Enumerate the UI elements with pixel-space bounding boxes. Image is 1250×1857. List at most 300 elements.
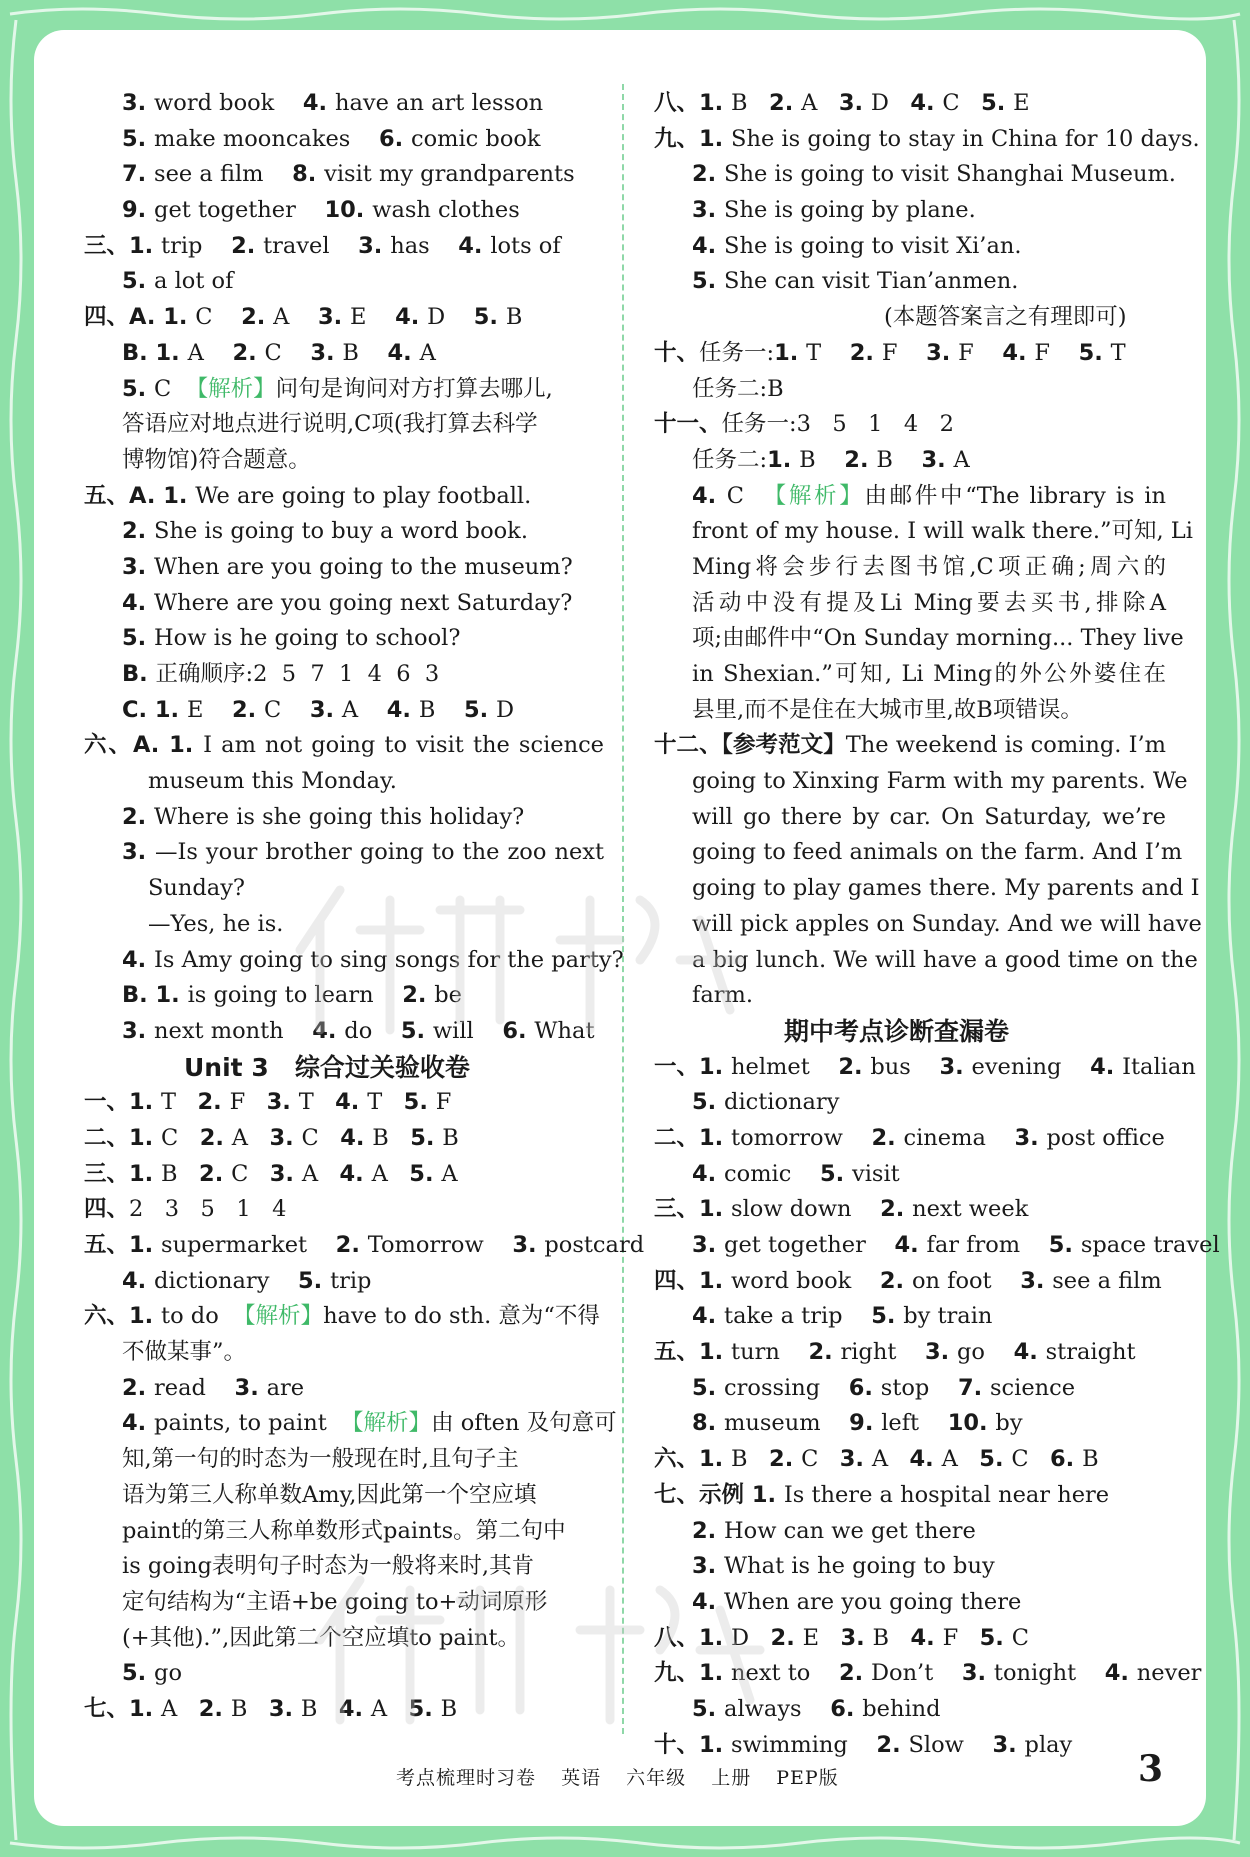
answer-text: visit	[851, 1160, 900, 1187]
answer-line	[654, 336, 1174, 372]
answer-text: Tomorrow	[367, 1232, 513, 1258]
answer-text: A	[341, 696, 387, 723]
question-number: 3.	[122, 553, 155, 580]
question-number: 2.	[692, 161, 725, 188]
question-number: 2.	[871, 1124, 904, 1151]
answer-text: B	[230, 1695, 269, 1722]
column-divider	[622, 84, 624, 1734]
answer-line	[654, 1692, 1174, 1728]
answer-text: D	[427, 304, 474, 331]
question-number: 4.	[335, 1089, 368, 1116]
answer-text: F	[435, 1089, 452, 1116]
answer-text: 任务二:B	[692, 375, 784, 402]
answer-text: B	[876, 446, 922, 473]
question-number: 一、1.	[654, 1053, 732, 1080]
question-number: 十、	[654, 339, 700, 366]
answer-line	[654, 693, 1174, 729]
answer-text: 由 often 及句意可	[431, 1410, 617, 1437]
answer-line	[84, 764, 604, 800]
question-number: 2.	[198, 1695, 231, 1722]
answer-line	[654, 943, 1198, 979]
answer-text: B	[372, 1124, 411, 1151]
question-number: 2.	[879, 1267, 912, 1294]
answer-text: E	[1013, 90, 1030, 116]
question-number: 3.	[310, 339, 343, 366]
answer-line	[84, 907, 604, 943]
question-number: 五、A. 1.	[84, 482, 196, 509]
answer-text: a big lunch. We will have a good time on the	[692, 946, 1198, 973]
answer-text: F	[1034, 339, 1079, 366]
question-number: 十、1.	[654, 1731, 732, 1758]
answer-line	[84, 978, 604, 1014]
answer-line	[84, 443, 604, 479]
footer-grade: 六年级	[626, 1767, 687, 1789]
question-number: 2.	[880, 1196, 913, 1223]
question-number: 4.	[692, 1160, 725, 1187]
question-number: 5.	[692, 1089, 725, 1116]
answer-text: C	[301, 1124, 341, 1151]
answer-text: D	[731, 1624, 771, 1651]
answer-text: F	[881, 339, 927, 366]
question-number: 九、1.	[654, 125, 732, 152]
question-number: 5.	[871, 1303, 904, 1330]
question-number: 4.	[692, 1303, 725, 1330]
question-number: 7.	[122, 161, 155, 188]
question-number: 3.	[122, 1017, 155, 1044]
answer-text: next week	[912, 1196, 1029, 1223]
answer-text: B	[442, 1124, 459, 1151]
question-number: 5.	[409, 1160, 442, 1187]
answer-text: C	[801, 1446, 840, 1473]
answer-line	[654, 372, 1174, 408]
answer-line	[84, 1121, 604, 1157]
answer-text: We are going to play football.	[195, 482, 532, 509]
question-number: 九、1.	[654, 1660, 732, 1687]
answer-text: E	[350, 304, 396, 331]
question-number: 2.	[199, 1160, 232, 1187]
footer-volume: 上册	[711, 1767, 752, 1789]
answer-text: F	[958, 339, 1003, 366]
left-column	[84, 86, 645, 1728]
analysis-tag: 【解析】	[763, 482, 865, 509]
answer-line	[84, 193, 604, 229]
answer-text: tomorrow	[731, 1124, 872, 1151]
answer-line	[654, 1335, 1174, 1371]
answer-text: Is Amy going to sing songs for the party?	[154, 946, 624, 973]
question-number: 2.	[231, 232, 264, 259]
analysis-tag: 【解析】	[341, 1410, 432, 1437]
question-number: 六、A. 1.	[84, 732, 204, 759]
answer-line	[84, 1264, 604, 1300]
answer-text: D	[870, 90, 911, 116]
question-number: 2.	[838, 1660, 871, 1687]
question-number: 3.	[692, 1232, 725, 1258]
answer-text: travel	[263, 232, 359, 259]
answer-line	[84, 300, 604, 336]
question-number: 2.	[838, 1053, 871, 1080]
question-number: 七、1.	[84, 1695, 162, 1722]
answer-text: She can visit Tian’anmen.	[724, 268, 1019, 295]
question-number: 4.	[387, 339, 420, 366]
answer-text: E	[802, 1624, 841, 1651]
answer-text: Don’t	[870, 1660, 962, 1687]
answer-line	[84, 229, 604, 265]
question-number: 5.	[410, 1124, 443, 1151]
question-number: 4.	[1104, 1660, 1137, 1687]
answer-line	[84, 1442, 604, 1478]
answer-line	[654, 978, 1174, 1014]
question-number: 4.	[339, 1160, 372, 1187]
question-number: 2.	[199, 1124, 232, 1151]
right-column	[654, 86, 1220, 1763]
answer-line	[654, 1264, 1174, 1300]
answer-text: 任务二:	[692, 446, 768, 473]
question-number: 7.	[957, 1374, 990, 1401]
analysis-tag: 【解析】	[185, 375, 276, 402]
answer-text: B	[872, 1624, 911, 1651]
answer-line	[654, 1621, 1174, 1657]
answer-line	[84, 871, 604, 907]
answer-line	[654, 122, 1200, 158]
answer-line	[84, 1406, 617, 1442]
question-number: 六、1.	[84, 1303, 162, 1330]
answer-text: word book	[154, 90, 303, 116]
question-number: 5.	[692, 1695, 725, 1722]
answer-text: How is he going to school?	[154, 625, 461, 652]
question-number: 5.	[692, 1374, 725, 1401]
answer-line	[654, 1406, 1174, 1442]
question-number: 6.	[830, 1695, 863, 1722]
answer-line	[654, 728, 1174, 764]
question-number: 5.	[819, 1160, 852, 1187]
question-number: 5.	[400, 1017, 433, 1044]
question-number: 3.	[309, 696, 342, 723]
answer-text: museum this Monday.	[148, 768, 397, 795]
answer-line	[84, 1621, 604, 1657]
answer-text: What	[534, 1017, 595, 1044]
answer-text: stop	[880, 1374, 958, 1401]
answer-line	[654, 1299, 1174, 1335]
question-number: 4.	[692, 232, 725, 259]
question-number: 5.	[408, 1695, 441, 1722]
question-number: 3.	[122, 839, 155, 866]
answer-text: A	[441, 1160, 458, 1187]
question-number: 六、1.	[654, 1446, 732, 1473]
answer-text: 定句结构为“主语+be going to+动词原形	[122, 1588, 548, 1615]
question-number: 2.	[844, 446, 877, 473]
answer-text: cinema	[903, 1124, 1015, 1151]
question-number: 3.	[269, 1124, 302, 1151]
answer-line	[84, 800, 604, 836]
answer-line	[84, 550, 604, 586]
question-number: 3.	[122, 90, 155, 116]
answer-text: wash clothes	[372, 197, 520, 224]
answer-text: Italian	[1122, 1053, 1196, 1080]
answer-line	[84, 728, 604, 764]
answer-text: front of my house. I will walk there.”可知, Li	[692, 518, 1193, 545]
question-number: 四、	[84, 1196, 130, 1223]
answer-text: F	[942, 1624, 980, 1651]
answer-text: What is he going to buy	[724, 1553, 995, 1580]
answer-line	[654, 514, 1193, 550]
question-number: 2.	[849, 339, 882, 366]
question-number: 4.	[122, 1410, 155, 1437]
question-number: 八、1.	[654, 90, 732, 116]
answer-line	[84, 86, 604, 122]
answer-text: B	[418, 696, 464, 723]
answer-text: museum	[724, 1410, 850, 1437]
answer-line	[654, 550, 1174, 586]
question-number: 三、1.	[84, 1160, 162, 1187]
question-number: 3.	[992, 1731, 1025, 1758]
question-number: 4.	[692, 1588, 725, 1615]
answer-line	[654, 1656, 1202, 1692]
answer-text: A	[273, 304, 318, 331]
answer-line	[84, 943, 624, 979]
question-number: 4.	[1013, 1339, 1046, 1366]
answer-line	[84, 514, 604, 550]
question-number: 二、1.	[654, 1124, 732, 1151]
answer-text: a lot of	[154, 268, 234, 295]
answer-text: going to play games there. My parents and I	[692, 875, 1200, 902]
answer-text: —Is your brother going to the zoo next	[154, 839, 604, 866]
answer-line	[84, 157, 604, 193]
answer-text: Sunday?	[148, 875, 245, 902]
question-number: 3.	[692, 197, 725, 224]
question-number: 2.	[122, 518, 155, 545]
answer-text: get together	[724, 1232, 895, 1258]
answer-line	[84, 1656, 604, 1692]
answer-line	[654, 1549, 1174, 1585]
answer-text: Where is she going this holiday?	[154, 803, 525, 830]
answer-text: paint的第三人称单数形式paints。第二句中	[122, 1517, 566, 1544]
answer-text: E	[186, 696, 232, 723]
answer-line	[654, 193, 1174, 229]
answer-text: will	[432, 1017, 503, 1044]
question-number: 4.	[122, 589, 155, 616]
question-number: 6.	[378, 125, 411, 152]
answer-text: (+其他).”,因此第二个空应填to paint。	[122, 1624, 521, 1651]
answer-text: will pick apples on Sunday. And we will have	[692, 910, 1202, 937]
question-number: 4.	[909, 1446, 942, 1473]
question-number: 二、1.	[84, 1124, 162, 1151]
answer-line	[654, 264, 1174, 300]
answer-line	[654, 157, 1174, 193]
answer-text: A	[161, 1695, 199, 1722]
question-number: 5.	[1048, 1232, 1081, 1258]
analysis-tag: 【解析】	[233, 1303, 324, 1330]
question-number: 2.	[335, 1232, 368, 1258]
answer-text: 博物馆)符合题意。	[122, 446, 311, 473]
question-number: 三、1.	[84, 232, 162, 259]
answer-text: read	[154, 1374, 235, 1401]
answer-text: B	[300, 1695, 339, 1722]
answer-line	[84, 1050, 604, 1086]
question-number: 3.	[939, 1053, 972, 1080]
answer-text: visit my grandparents	[324, 161, 575, 188]
question-number: 4.	[340, 1124, 373, 1151]
question-number: 2.	[232, 339, 265, 366]
answer-text: in Shexian.”可知, Li Ming的外公外婆住在	[692, 661, 1166, 687]
answer-text: next month	[154, 1017, 313, 1044]
question-number: 2.	[769, 90, 802, 116]
answer-line	[654, 871, 1200, 907]
question-number: 4.	[386, 696, 419, 723]
answer-text: A	[187, 339, 233, 366]
answer-text: word book	[731, 1267, 880, 1294]
answer-text: C	[1011, 1446, 1051, 1473]
answer-line	[84, 1014, 604, 1050]
answer-text: have to do sth. 意为“不得	[323, 1303, 600, 1330]
answer-line	[654, 764, 1188, 800]
question-number: 3.	[1020, 1267, 1053, 1294]
answer-text: T	[161, 1089, 198, 1116]
question-number: 2.	[770, 1624, 803, 1651]
question-number: 4.	[122, 1267, 155, 1294]
answer-line	[84, 407, 604, 443]
answer-line	[84, 621, 604, 657]
answer-text: going to Xinxing Farm with my parents. We	[692, 768, 1188, 795]
question-number: 四、A. 1.	[84, 304, 196, 331]
question-number: 5.	[122, 625, 155, 652]
answer-text: T	[806, 339, 850, 366]
question-number: 4.	[894, 1232, 927, 1258]
answer-text: play	[1024, 1731, 1073, 1758]
answer-text: B	[505, 304, 523, 331]
question-number: 5.	[981, 90, 1014, 116]
answer-text: behind	[862, 1695, 941, 1722]
answer-line	[654, 1157, 1174, 1193]
question-number: 3.	[317, 304, 351, 331]
answer-text: C	[1011, 1624, 1029, 1651]
answer-line	[84, 835, 604, 871]
question-number: 10.	[324, 197, 373, 224]
answer-text: to do	[161, 1303, 234, 1330]
answer-text: dictionary	[154, 1267, 299, 1294]
question-number: 3.	[512, 1232, 545, 1258]
question-number: 5.	[122, 268, 155, 295]
page-number: 3	[1138, 1748, 1164, 1790]
question-number: 2.	[808, 1339, 841, 1366]
question-number: 5.	[463, 696, 497, 723]
answer-line	[84, 1299, 604, 1335]
answer-text: C	[161, 1124, 200, 1151]
answer-line	[654, 1478, 1174, 1514]
answer-text: B	[731, 1446, 770, 1473]
answer-text: trip	[330, 1267, 372, 1294]
answer-text: postcard	[544, 1232, 645, 1258]
question-number: 2.	[122, 1374, 155, 1401]
answer-text: B	[731, 90, 770, 116]
answer-text: B	[799, 446, 845, 473]
answer-text: B	[342, 339, 388, 366]
answer-line	[654, 86, 1174, 122]
question-number: 3.	[961, 1660, 994, 1687]
question-number: 6.	[1050, 1446, 1083, 1473]
answer-line	[654, 1514, 1174, 1550]
answer-text: paints, to paint	[154, 1410, 342, 1437]
answer-text: see a film	[1052, 1267, 1162, 1294]
answer-line	[654, 407, 1174, 443]
answer-line	[84, 1478, 604, 1514]
answer-text: by train	[903, 1303, 993, 1330]
question-number: 3.	[1014, 1124, 1047, 1151]
answer-text: swimming	[731, 1731, 877, 1758]
question-number: 一、1.	[84, 1089, 162, 1116]
answer-line	[84, 1335, 604, 1371]
answer-line	[654, 1228, 1220, 1264]
footer-edition: PEP版	[776, 1767, 839, 1789]
answer-text: 项;由邮件中“On Sunday morning... They live	[692, 625, 1184, 652]
question-number: 3.	[268, 1695, 301, 1722]
answer-line	[84, 1192, 604, 1228]
answer-text: lots of	[490, 232, 561, 259]
question-number: 8.	[292, 161, 325, 188]
answer-line	[84, 693, 604, 729]
answer-text: never	[1136, 1660, 1202, 1687]
answer-text: space travel	[1080, 1232, 1220, 1258]
answer-text: 答语应对地点进行说明,C项(我打算去科学	[122, 411, 538, 438]
question-number: 4.	[338, 1695, 371, 1722]
answer-text: straight	[1045, 1339, 1136, 1366]
answer-text: trip	[161, 232, 232, 259]
answer-text: C	[154, 375, 186, 402]
answer-text: go	[957, 1339, 1014, 1366]
answer-line	[654, 586, 1174, 622]
answer-text: She is going by plane.	[724, 197, 976, 224]
answer-text: left	[881, 1410, 948, 1437]
answer-text: 不做某事”。	[122, 1339, 247, 1366]
answer-text: slow down	[731, 1196, 881, 1223]
answer-text: Is there a hospital near here	[783, 1481, 1110, 1508]
answer-text: on foot	[911, 1267, 1021, 1294]
question-number: B. 1.	[122, 339, 188, 366]
answer-line	[654, 657, 1174, 693]
answer-text: crossing	[724, 1374, 849, 1401]
answer-text: 知,第一句的时态为一般现在时,且句子主	[122, 1446, 519, 1473]
answer-text: She is going to stay in China for 10 days.	[731, 125, 1200, 152]
question-number: 3.	[840, 1624, 873, 1651]
question-number: 8.	[692, 1410, 725, 1437]
answer-text: will go there by car. On Saturday, we’re	[692, 803, 1166, 830]
question-number: 3.	[921, 446, 954, 473]
answer-text: right	[840, 1339, 925, 1366]
answer-line	[84, 1085, 604, 1121]
answer-line	[654, 1442, 1174, 1478]
question-number: 4.	[302, 90, 335, 116]
question-number: 四、1.	[654, 1267, 732, 1294]
answer-text: B	[1082, 1446, 1099, 1473]
answer-text: turn	[731, 1339, 809, 1366]
answer-line	[654, 621, 1184, 657]
answer-text: comic book	[410, 125, 541, 152]
question-number: 5.	[979, 1446, 1012, 1473]
question-number: 五、1.	[84, 1232, 162, 1258]
answer-line	[84, 1549, 604, 1585]
question-number: 5.	[122, 1660, 155, 1687]
answer-text: F	[229, 1089, 267, 1116]
answer-text: I am not going to visit the science	[203, 732, 605, 759]
answer-text: bus	[870, 1053, 940, 1080]
question-number: 3.	[234, 1374, 267, 1401]
answer-line	[84, 336, 604, 372]
question-number: 6.	[502, 1017, 535, 1044]
answer-line	[84, 479, 604, 515]
answer-line	[654, 907, 1202, 943]
question-number: B.	[122, 661, 156, 687]
answer-text: farm.	[692, 982, 753, 1009]
question-number: 七、示例 1.	[654, 1481, 784, 1508]
